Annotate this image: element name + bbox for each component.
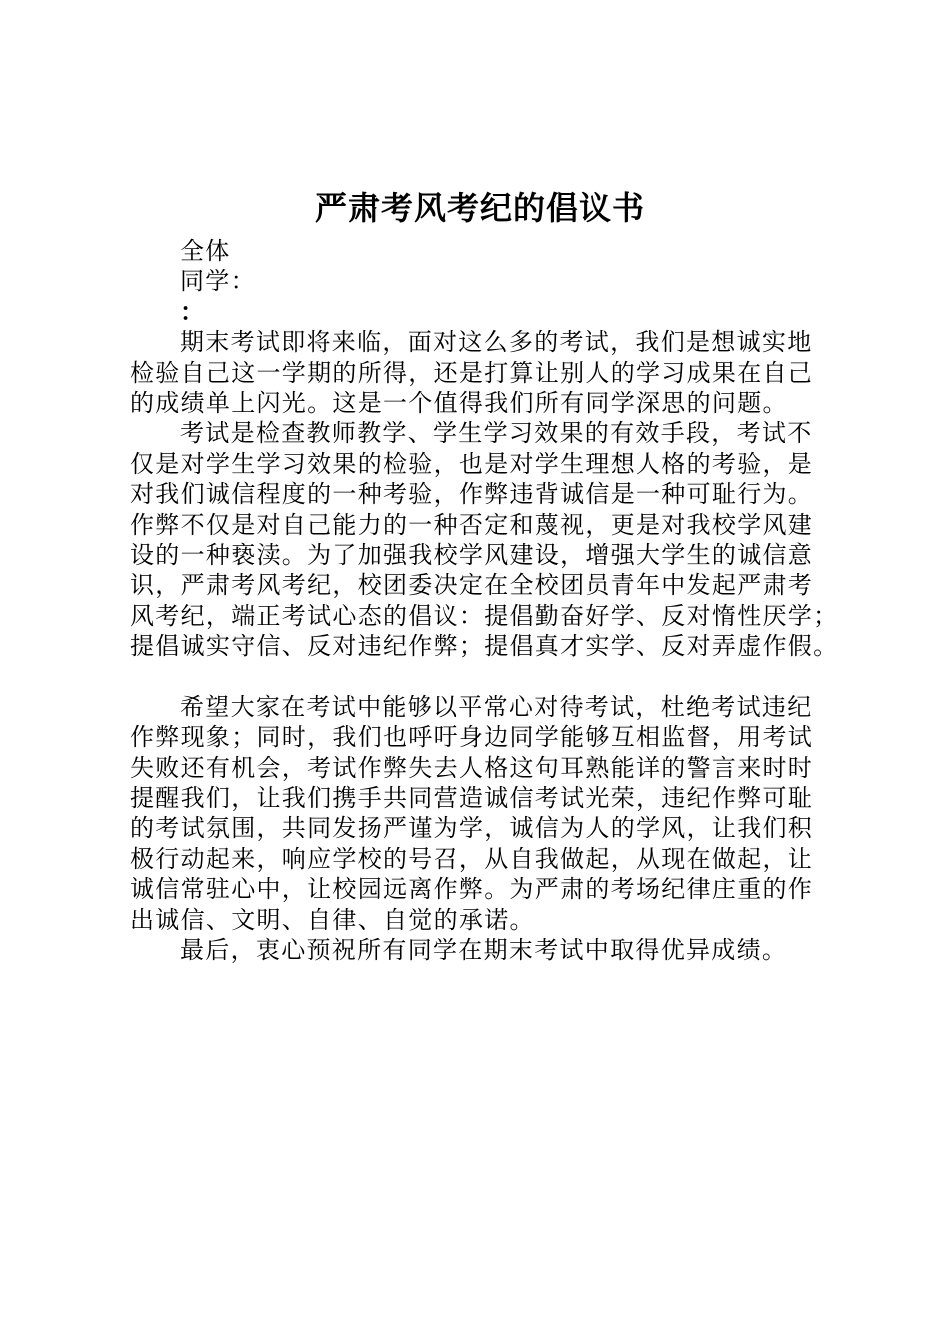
paragraph-line: 提醒我们，让我们携手共同营造诚信考试光荣，违纪作弊可耻 (130, 784, 814, 813)
paragraph-line: 希望大家在考试中能够以平常心对待考试，杜绝考试违纪 (180, 692, 813, 721)
paragraph-line: 出诚信、文明、自律、自觉的承诺。 (130, 905, 535, 934)
paragraph-4 (130, 935, 830, 965)
paragraph-line: 识，严肃考风考纪，校团委决定在全校团员青年中发起严肃考 (130, 571, 814, 600)
salutation-colon: ： (180, 296, 206, 326)
paragraph-1 (130, 327, 830, 418)
document-body (130, 236, 839, 965)
paragraph-line: 期末考试即将来临，面对这么多的考试，我们是想诚实地 (180, 328, 813, 357)
paragraph-line: 作弊现象；同时，我们也呼吁身边同学能够互相监督，用考试 (130, 723, 814, 752)
paragraph-3 (130, 692, 830, 935)
paragraph-line: 对我们诚信程度的一种考验，作弊违背诚信是一种可耻行为。 (130, 480, 814, 509)
blank-line (130, 661, 830, 691)
paragraph-line: 作弊不仅是对自己能力的一种否定和蔑视，更是对我校学风建 (130, 510, 814, 539)
paragraph-line: 检验自己这一学期的所得，还是打算让别人的学习成果在自己 (130, 358, 814, 387)
paragraph-line: 设的一种亵渎。为了加强我校学风建设，增强大学生的诚信意 (130, 540, 814, 569)
paragraph-line: 最后，衷心预祝所有同学在期末考试中取得优异成绩。 (180, 935, 788, 964)
paragraph-line: 的考试氛围，共同发扬严谨为学，诚信为人的学风，让我们积 (130, 814, 814, 843)
paragraph-line: 极行动起来，响应学校的号召，从自我做起，从现在做起，让 (130, 844, 814, 873)
paragraph-line: 仅是对学生学习效果的检验，也是对学生理想人格的考验，是 (130, 449, 814, 478)
paragraph-line: 失败还有机会，考试作弊失去人格这句耳熟能详的警言来时时 (130, 753, 814, 782)
paragraph-line: 提倡诚实守信、反对违纪作弊；提倡真才实学、反对弄虚作假。 (130, 632, 839, 661)
paragraph-line: 考试是检查教师教学、学生学习效果的有效手段，考试不 (180, 419, 813, 448)
paragraph-line: 诚信常驻心中，让校园远离作弊。为严肃的考场纪律庄重的作 (130, 875, 814, 904)
paragraph-line: 的成绩单上闪光。这是一个值得我们所有同学深思的问题。 (130, 388, 788, 417)
paragraph-line: 风考纪，端正考试心态的倡议：提倡勤奋好学、反对惰性厌学； (130, 601, 839, 630)
salutation-line-1: 全体 (180, 237, 231, 265)
document-title: 严肃考风考纪的倡议书 (314, 189, 645, 227)
salutation-line-2: 同学： (180, 267, 256, 296)
paragraph-2 (130, 418, 839, 661)
